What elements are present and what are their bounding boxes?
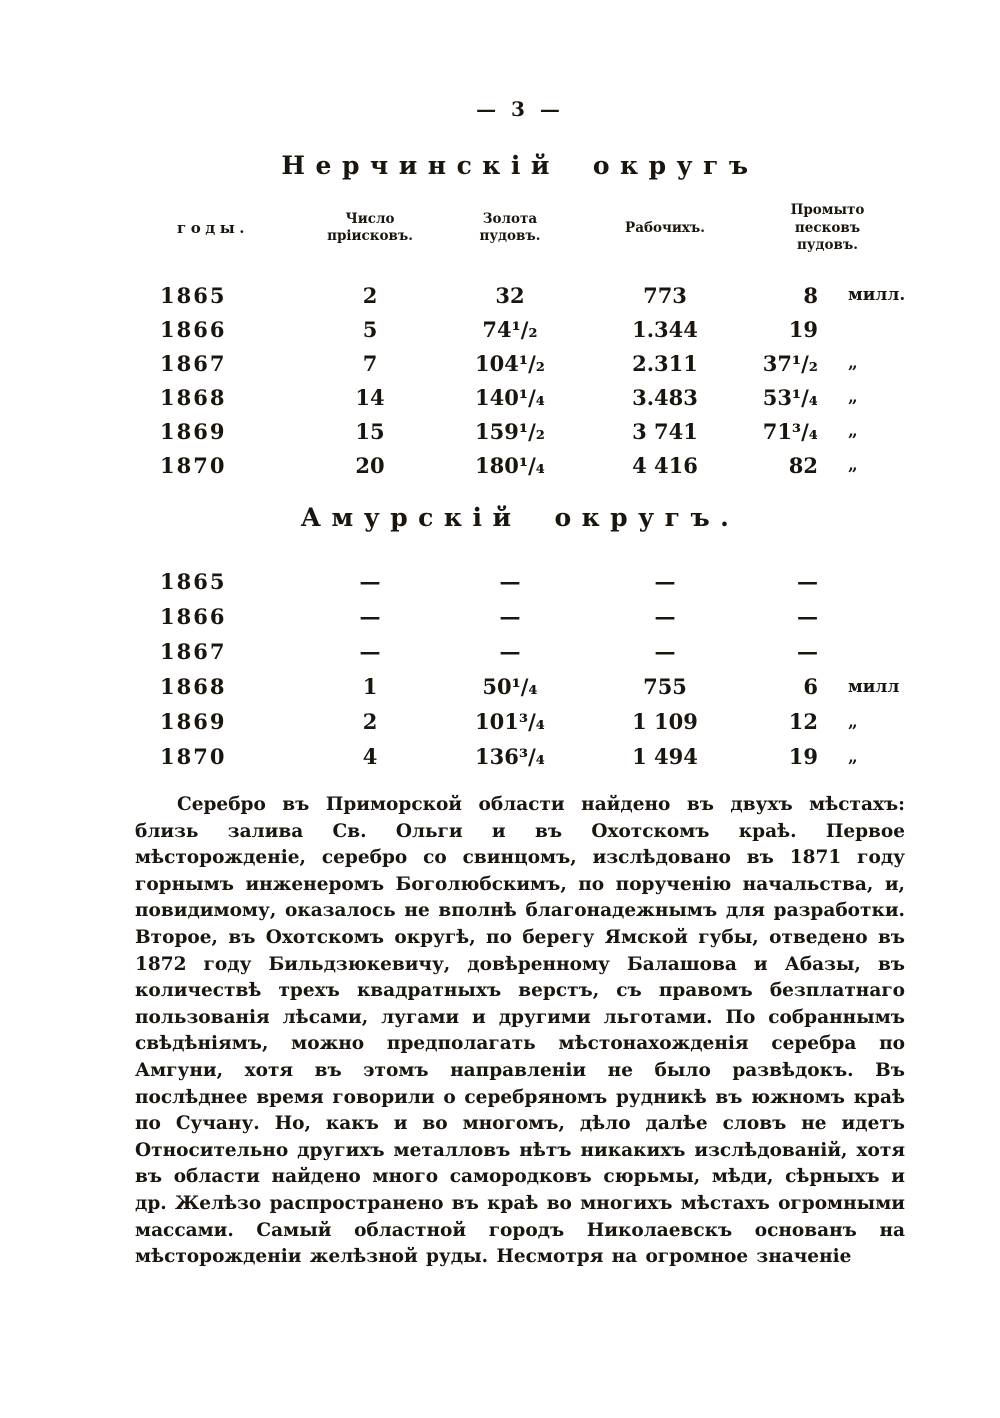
cell-workers: 1 109 [632, 709, 698, 734]
cell-washed: 71³/₄ [762, 418, 818, 444]
cell-washed: 6 [803, 674, 818, 699]
cell-workers: 773 [643, 282, 687, 308]
cell-gold: 136³/₄ [475, 744, 545, 769]
table-row-1867 [135, 634, 905, 669]
nerchinsky-table [135, 278, 905, 482]
cell-unit [840, 599, 905, 634]
table-row-1870 [135, 448, 905, 482]
table-row-1866 [135, 312, 905, 346]
cell-workers: 4 416 [632, 452, 698, 478]
column-header-gold-poods: Золота пудовъ. [479, 210, 541, 245]
cell-washed: — [797, 569, 818, 594]
cell-unit: „ [848, 387, 858, 407]
body-paragraph: Серебро въ Приморской области найдено въ двухъ мѣстахъ: близь залива Св. Ольги и въ Охотскомъ краѣ. Первое мѣсторожденіе, серебро со свинцомъ, изслѣдовано въ 1871 году горнымъ инженеромъ Боголюбскимъ, по порученію начальства, и, повидимому, оказалось не вполнѣ благонадежнымъ для разработки. Второе, въ Охотскомъ округѣ, по берегу Ямской губы, отведено въ 1872 году Бильдзюкевичу, довѣренному Балашова и Абазы, въ количествѣ трехъ квадратныхъ верстъ, съ правомъ безплатнаго пользованія лѣсами, лугами и другими льготами. По собраннымъ свѣдѣніямъ, можно предполагать мѣстонахожденія серебра по Амгуни, хотя въ этомъ направленіи не было развѣдокъ. Въ послѣднее время говорили о серебряномъ рудникѣ въ южномъ краѣ по Сучану. Но, какъ и во многомъ, дѣло далѣе словъ не идетъ Относительно другихъ металловъ нѣтъ никакихъ изслѣдованій, хотя въ области найдено много самородковъ сюрьмы, мѣди, сѣрныхъ и др. Желѣзо распространено въ краѣ во многихъ мѣстахъ огромными массами. Самый областной городъ Николаевскъ основанъ на мѣсторожденіи желѣзной руды. Несмотря на огромное значеніе [135, 794, 905, 1268]
cell-workers: 2.311 [632, 350, 698, 376]
cell-unit: „ [848, 421, 858, 441]
cell-year: 1867 [160, 350, 227, 376]
cell-mines: 2 [362, 282, 378, 308]
cell-gold: 180¹/₄ [475, 452, 545, 478]
section-title-nerchinsky: Нерчинскій округъ [281, 151, 759, 180]
cell-year: 1868 [160, 384, 227, 410]
cell-mines: 5 [362, 316, 378, 342]
cell-workers: 1.344 [632, 316, 698, 342]
cell-gold: 101³/₄ [475, 709, 545, 734]
cell-workers: 3.483 [632, 384, 698, 410]
table-row-1869 [135, 704, 905, 739]
table-row-1869 [135, 414, 905, 448]
cell-unit [840, 312, 905, 346]
cell-washed: 8 [803, 282, 818, 308]
cell-year: 1867 [160, 639, 227, 664]
column-header-years: годы. [177, 218, 249, 237]
column-header-workers: Рабочихъ. [625, 219, 705, 236]
cell-unit [840, 564, 905, 599]
cell-unit: „ [848, 455, 858, 475]
cell-gold: — [499, 639, 521, 664]
cell-gold: 50¹/₄ [482, 674, 538, 699]
page-number: — 3 — [476, 97, 564, 121]
cell-workers: 3 741 [632, 418, 698, 444]
cell-unit: „ [848, 711, 858, 732]
cell-washed: 19 [788, 316, 818, 342]
table-row-1865 [135, 564, 905, 599]
cell-gold: — [499, 604, 521, 629]
cell-mines: 2 [362, 709, 378, 734]
cell-workers: — [654, 639, 676, 664]
cell-workers: 1 494 [632, 744, 698, 769]
cell-washed: — [797, 639, 818, 664]
cell-mines: — [359, 604, 381, 629]
cell-mines: 14 [355, 384, 385, 410]
cell-unit: милл. [848, 285, 906, 305]
cell-mines: 4 [362, 744, 378, 769]
table-row-1868 [135, 380, 905, 414]
cell-year: 1865 [160, 282, 227, 308]
cell-mines: — [359, 569, 381, 594]
cell-year: 1866 [160, 316, 227, 342]
section-title-amursky: Амурскій округъ. [300, 503, 740, 532]
cell-mines: — [359, 639, 381, 664]
cell-year: 1866 [160, 604, 227, 629]
cell-year: 1870 [160, 744, 227, 769]
page-content [135, 0, 905, 1271]
cell-gold: 104¹/₂ [475, 350, 545, 376]
cell-mines: 1 [362, 674, 378, 699]
cell-washed: 82 [788, 452, 818, 478]
cell-mines: 7 [362, 350, 378, 376]
cell-workers: 755 [643, 674, 687, 699]
cell-mines: 20 [355, 452, 385, 478]
table-row-1870 [135, 739, 905, 774]
cell-unit: „ [848, 353, 858, 373]
cell-year: 1869 [160, 709, 227, 734]
cell-washed: — [797, 604, 818, 629]
cell-gold: 159¹/₂ [475, 418, 545, 444]
column-header-washed-sands: Промыто песковъ пудовъ. [790, 202, 865, 254]
cell-washed: 53¹/₄ [762, 384, 818, 410]
table-row-1868 [135, 669, 905, 704]
cell-workers: — [654, 569, 676, 594]
cell-year: 1870 [160, 452, 227, 478]
column-header-mines-count: Число пріисковъ. [327, 210, 413, 245]
cell-mines: 15 [355, 418, 385, 444]
table-header-row [135, 202, 905, 254]
table-row-1866 [135, 599, 905, 634]
table-row-1865 [135, 278, 905, 312]
cell-year: 1868 [160, 674, 227, 699]
cell-washed: 12 [788, 709, 818, 734]
cell-unit: милл [848, 676, 900, 697]
cell-unit [840, 634, 905, 669]
cell-gold: 74¹/₂ [482, 316, 538, 342]
cell-year: 1865 [160, 569, 227, 594]
cell-washed: 19 [788, 744, 818, 769]
cell-gold: 140¹/₄ [475, 384, 545, 410]
cell-washed: 37¹/₂ [762, 350, 818, 376]
table-row-1867 [135, 346, 905, 380]
cell-gold: 32 [495, 282, 525, 308]
cell-unit: „ [848, 746, 858, 767]
amursky-table [135, 564, 905, 774]
cell-gold: — [499, 569, 521, 594]
cell-workers: — [654, 604, 676, 629]
cell-year: 1869 [160, 418, 227, 444]
